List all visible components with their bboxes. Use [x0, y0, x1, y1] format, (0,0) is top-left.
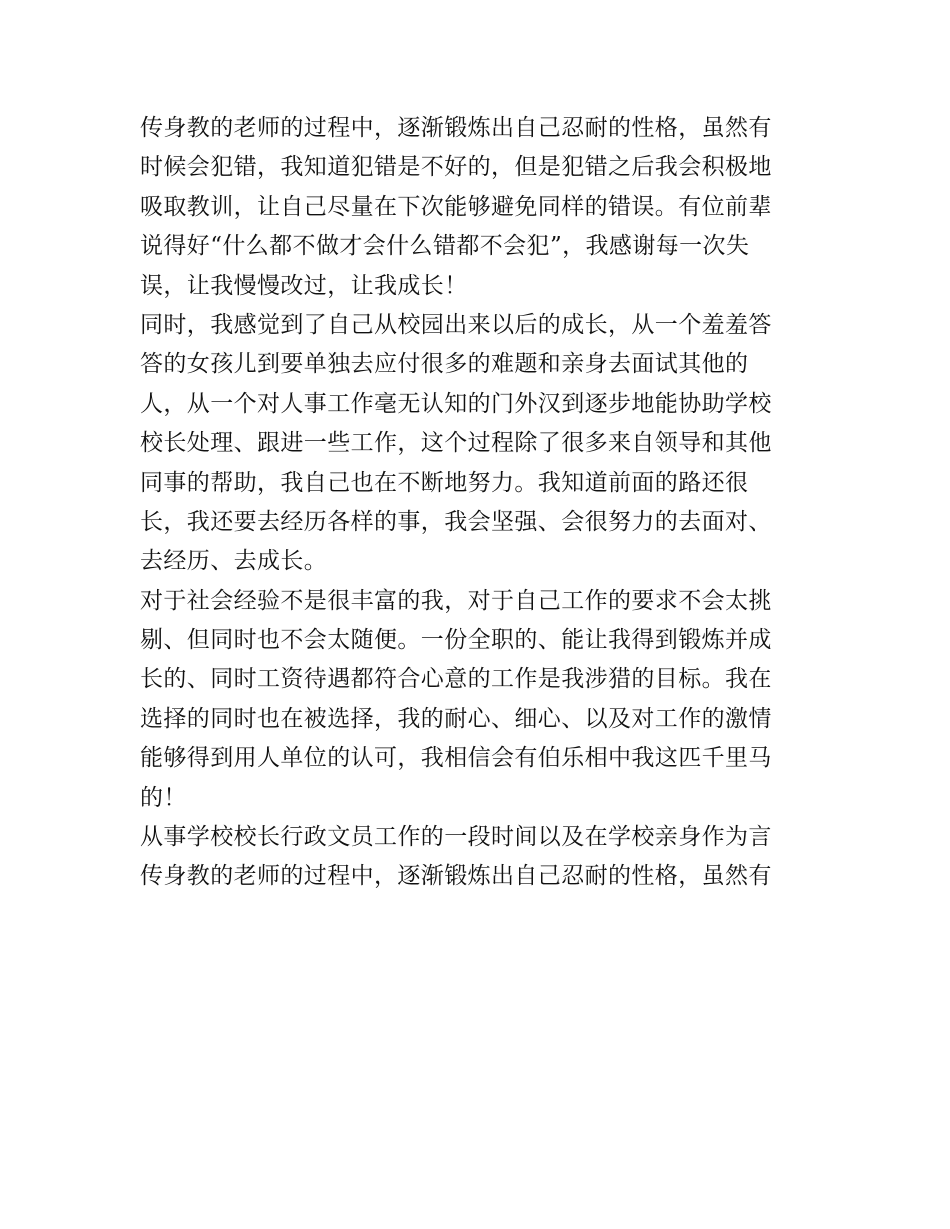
text-line: 校长处理、跟进一些工作，这个过程除了很多来自领导和其他 — [140, 430, 772, 457]
text-line: 同时，我感觉到了自己从校园出来以后的成长，从一个羞羞答 — [140, 311, 772, 338]
text-line: 选择的同时也在被选择，我的耐心、细心、以及对工作的激情 — [140, 705, 772, 732]
text-line: 的！ — [140, 784, 187, 811]
text-line: 答的女孩儿到要单独去应付很多的难题和亲身去面试其他的 — [140, 351, 749, 378]
text-line: 吸取教训，让自己尽量在下次能够避免同样的错误。有位前辈 — [140, 193, 772, 220]
text-line: 长，我还要去经历各样的事，我会坚强、会很努力的去面对、 — [140, 508, 772, 535]
text-line: 去经历、去成长。 — [140, 548, 328, 575]
text-line: 传身教的老师的过程中，逐渐锻炼出自己忍耐的性格，虽然有 — [140, 863, 772, 890]
text-line: 对于社会经验不是很丰富的我，对于自己工作的要求不会太挑 — [140, 587, 772, 614]
document-body-text — [140, 109, 830, 897]
text-line: 说得好“什么都不做才会什么错都不会犯”，我感谢每一次失 — [140, 233, 750, 260]
text-line: 人，从一个对人事工作毫无认知的门外汉到逐步地能协助学校 — [140, 390, 772, 417]
text-line: 能够得到用人单位的认可，我相信会有伯乐相中我这匹千里马 — [140, 745, 772, 772]
text-line: 剔、但同时也不会太随便。一份全职的、能让我得到锻炼并成 — [140, 627, 772, 654]
text-line: 同事的帮助，我自己也在不断地努力。我知道前面的路还很 — [140, 469, 749, 496]
text-line: 传身教的老师的过程中，逐渐锻炼出自己忍耐的性格，虽然有 — [140, 115, 772, 141]
text-line: 长的、同时工资待遇都符合心意的工作是我涉猎的目标。我在 — [140, 666, 772, 693]
text-line: 从事学校校长行政文员工作的一段时间以及在学校亲身作为言 — [140, 824, 772, 851]
text-line: 时候会犯错，我知道犯错是不好的，但是犯错之后我会积极地 — [140, 154, 772, 181]
text-line: 误，让我慢慢改过，让我成长！ — [140, 272, 468, 299]
